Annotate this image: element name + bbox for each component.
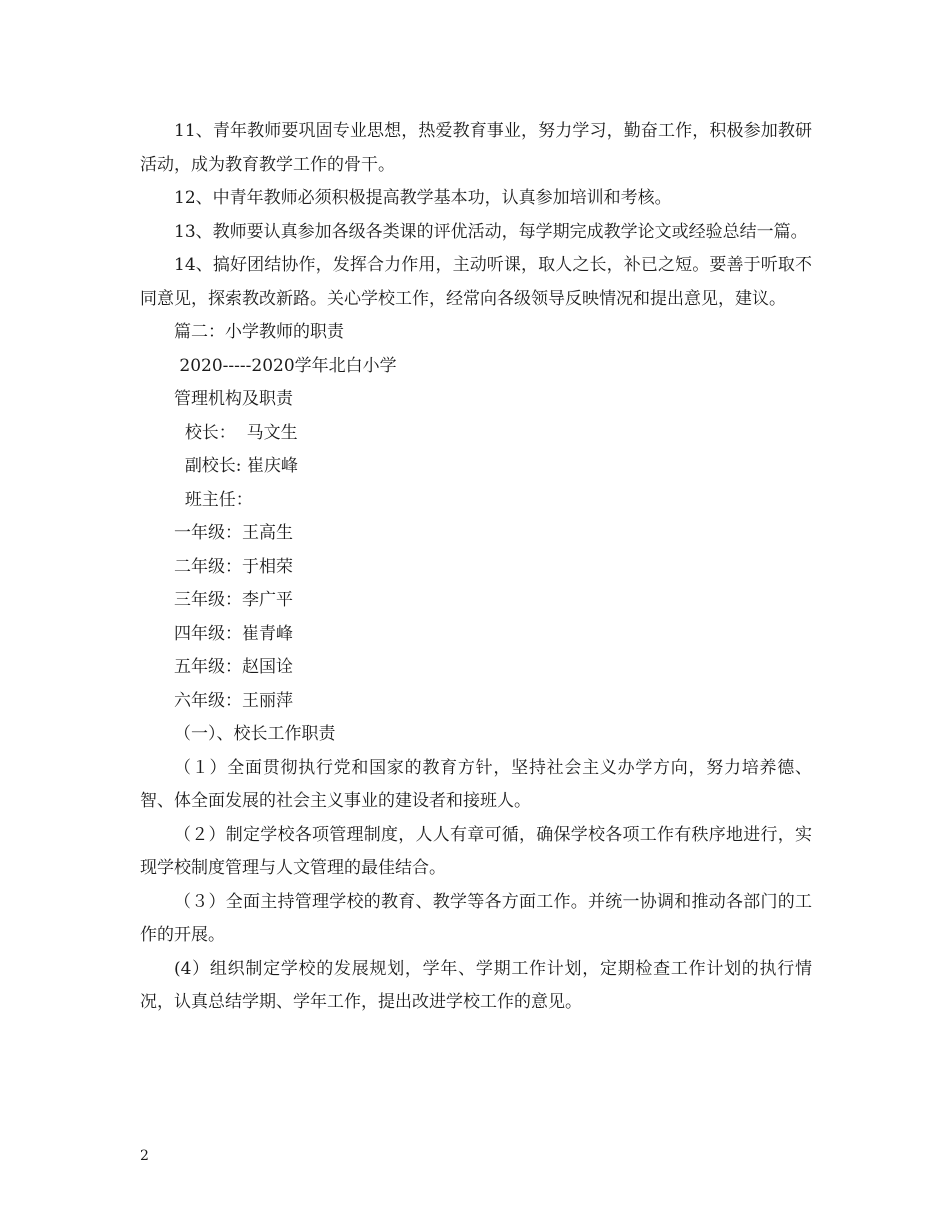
grade-2-line: 二年级：于相荣 <box>174 556 293 577</box>
principal-line: 校长： 马文生 <box>174 422 298 443</box>
duty-item-1: （１）全面贯彻执行党和国家的教育方针，坚持社会主义办学方向，努力培养德、智、体全面发展的社会主义事业的建设者和接班人。 <box>140 757 812 811</box>
paragraph-item-13: 13、教师要认真参加各级各类课的评优活动，每学期完成教学论文或经验总结一篇。 <box>174 221 808 242</box>
grade-6-line: 六年级：王丽萍 <box>174 690 293 711</box>
school-year-line: 2020-----2020学年北白小学 <box>174 355 397 376</box>
org-heading: 管理机构及职责 <box>174 389 293 409</box>
head-teacher-label: 班主任： <box>174 489 253 510</box>
paragraph-item-12: 12、中青年教师必须积极提高教学基本功，认真参加培训和考核。 <box>174 188 672 208</box>
paragraph-item-11: 11、青年教师要巩固专业思想，热爱教育事业，努力学习，勤奋工作，积极参加教研活动，成为教育教学工作的骨干。 <box>140 121 812 175</box>
page-number: 2 <box>140 1148 149 1164</box>
document-body <box>140 115 812 1020</box>
grade-4-line: 四年级：崔青峰 <box>174 623 293 644</box>
duty-item-2: （２）制定学校各项管理制度，人人有章可循，确保学校各项工作有秩序地进行，实现学校制度管理与人文管理的最佳结合。 <box>140 824 812 878</box>
grade-1-line: 一年级：王高生 <box>174 523 293 543</box>
paragraph-item-14: 14、搞好团结协作，发挥合力作用，主动听课，取人之长，补已之短。要善于听取不同意见，探索教改新路。关心学校工作，经常向各级领导反映情况和提出意见，建议。 <box>140 255 812 309</box>
principal-duties-heading: （一）、校长工作职责 <box>174 724 336 744</box>
duty-item-3: （３）全面主持管理学校的教育、教学等各方面工作。并统一协调和推动各部门的工作的开展。 <box>140 891 812 945</box>
section-heading: 篇二：小学教师的职责 <box>174 322 344 342</box>
vice-principal-line: 副校长: 崔庆峰 <box>174 456 298 476</box>
grade-3-line: 三年级：李广平 <box>174 590 293 610</box>
duty-item-4: (4）组织制定学校的发展规划，学年、学期工作计划，定期检查工作计划的执行情况，认真总结学期、学年工作，提出改进学校工作的意见。 <box>140 958 812 1012</box>
grade-5-line: 五年级：赵国诠 <box>174 657 293 677</box>
